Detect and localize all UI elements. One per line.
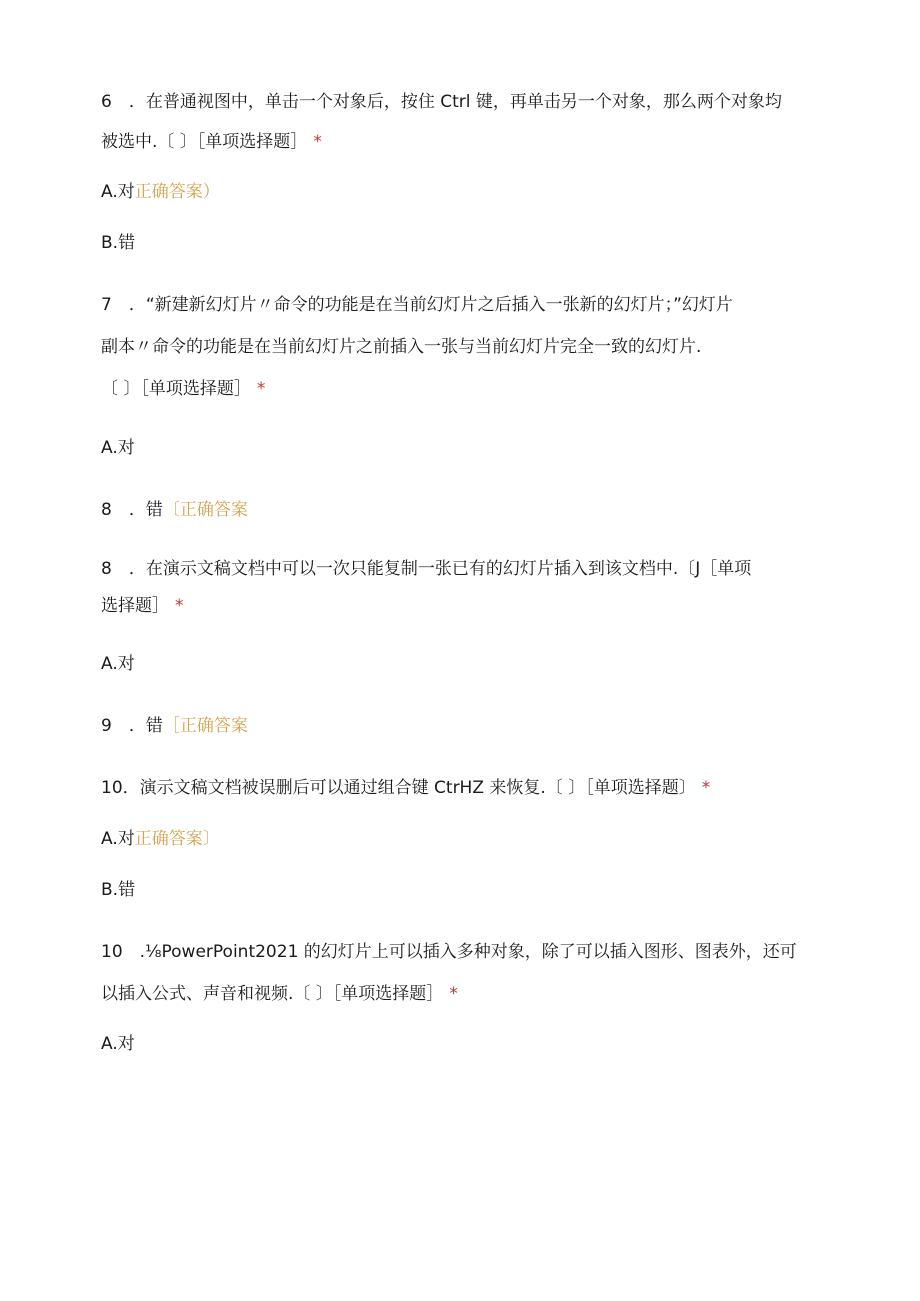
question-text: 10．演示文稿文档被误删后可以通过组合键 CtrHZ 来恢复.〔 〕［单项选择题〕 [101, 778, 696, 798]
option-label: B.错 [101, 880, 136, 900]
required-star: * [175, 596, 184, 616]
question-text: 选择题］ [101, 596, 169, 616]
correct-answer-marker: 〔正确答案 [162, 500, 248, 520]
required-star: * [449, 984, 458, 1004]
question-7-line-1 [101, 294, 801, 316]
question-11-line-1 [101, 941, 801, 963]
option-7-a[interactable] [101, 437, 801, 459]
question-10-line-1 [101, 777, 801, 799]
option-label: 8 ．错 [101, 500, 163, 520]
required-star: * [256, 379, 266, 399]
question-8-line-1 [101, 558, 801, 580]
correct-answer-marker: 正确答案） [134, 182, 220, 202]
option-6-b[interactable] [101, 232, 801, 254]
question-6-line-1 [101, 91, 801, 113]
option-8-a[interactable] [101, 653, 801, 675]
option-label: 9 ．错 [101, 716, 163, 736]
correct-answer-marker: ［正确答案 [162, 716, 248, 736]
question-7-line-3 [101, 378, 801, 400]
option-label: A.对 [101, 1034, 135, 1054]
question-7-line-2 [101, 336, 801, 358]
question-11-line-2 [101, 983, 801, 1005]
question-text: 〔 〕［单项选择题］ [101, 379, 251, 399]
option-label: A.对 [101, 438, 135, 458]
option-10-a[interactable] [101, 828, 801, 850]
required-star: * [313, 132, 322, 152]
question-text: 副本〃命令的功能是在当前幻灯片之前插入一张与当前幻灯片完全一致的幻灯片. [101, 337, 702, 357]
option-label: B.错 [101, 233, 136, 253]
question-text: 被选中.〔 〕［单项选择题］ [101, 132, 308, 152]
option-label: A.对 [101, 182, 135, 202]
question-text: 8 ．在演示文稿文档中可以一次只能复制一张已有的幻灯片插入到该文档中.〔J［单项 [101, 559, 752, 579]
option-label: A.对 [101, 829, 135, 849]
option-6-a[interactable] [101, 181, 801, 203]
question-text: 7 ．“新建新幻灯片〃命令的功能是在当前幻灯片之后插入一张新的幻灯片；”幻灯片 [101, 295, 733, 315]
question-text: 6 ．在普通视图中，单击一个对象后，按住 Ctrl 键，再单击另一个对象，那么两个对象均 [101, 92, 782, 112]
option-8-b[interactable] [101, 715, 801, 737]
correct-answer-marker: 正确答案〕 [134, 829, 220, 849]
option-7-b[interactable] [101, 499, 801, 521]
question-8-line-2 [101, 595, 801, 617]
required-star: * [701, 778, 711, 798]
option-11-a[interactable] [101, 1033, 801, 1055]
question-text: 10 .⅛PowerPoint2021 的幻灯片上可以插入多种对象，除了可以插入图形、图表外，还可 [101, 942, 797, 962]
option-label: A.对 [101, 654, 135, 674]
question-6-line-2 [101, 131, 801, 153]
option-10-b[interactable] [101, 879, 801, 901]
question-text: 以插入公式、声音和视频.〔 〕［单项选择题］ [101, 984, 444, 1004]
